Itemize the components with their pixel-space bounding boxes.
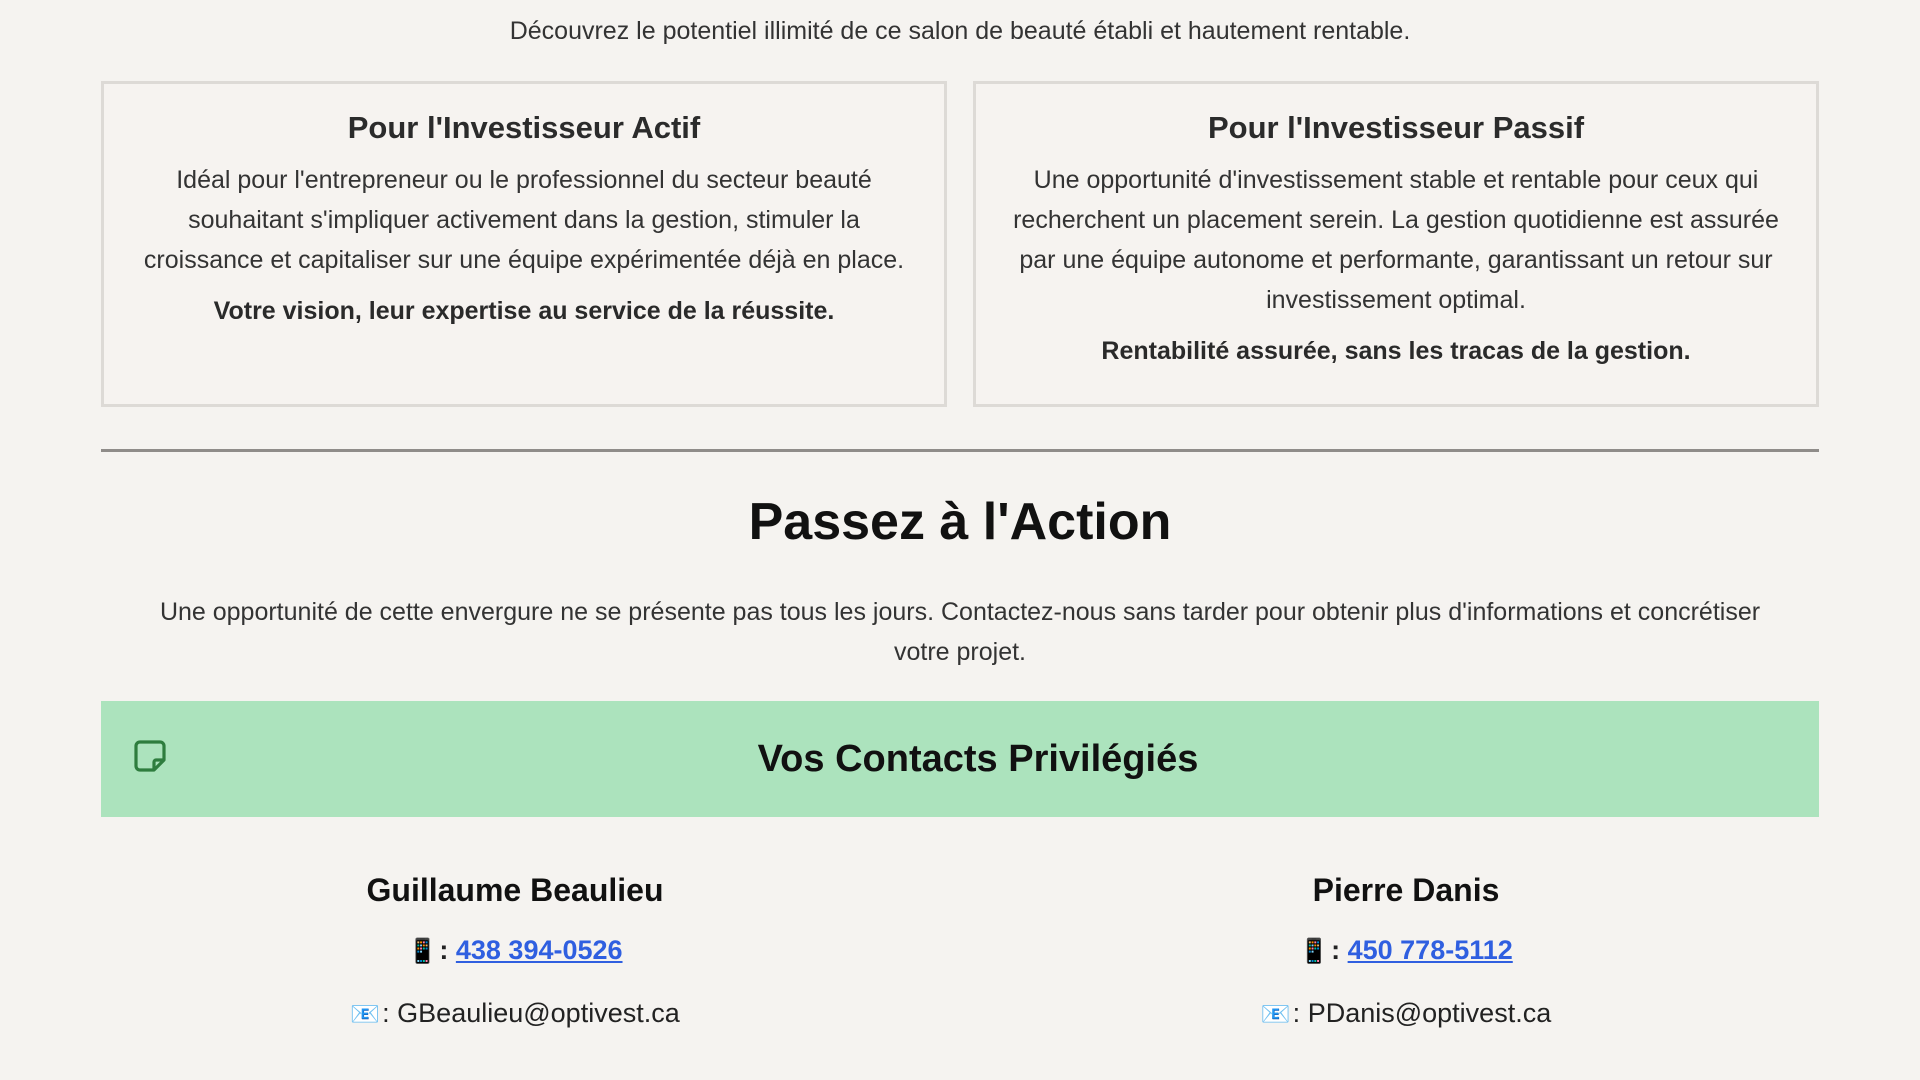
contact-email-line: [165, 995, 865, 1032]
contact-card: [165, 868, 865, 1032]
contact-card: [1056, 868, 1756, 1032]
card-title: Pour l'Investisseur Passif: [1207, 110, 1585, 145]
card-tagline: Rentabilité assurée, sans les tracas de la gestion.: [1101, 337, 1691, 365]
contact-email-line: [1056, 995, 1756, 1032]
mobile-phone-icon: 📱: [1299, 937, 1330, 965]
contacts-section: [0, 868, 1920, 1058]
card-passive-investor: [973, 81, 1819, 407]
phone-link[interactable]: 450 778-5112: [1347, 935, 1513, 965]
card-description: Une opportunité d'investissement stable et rentable pour ceux qui recherchent un placement serein. La gestion quotidienne est assurée par une équipe autonome et performante, garantissant un retour sur investissement optimal.: [1013, 166, 1779, 314]
email-icon: 📧: [350, 1000, 381, 1028]
email-separator: :: [382, 998, 390, 1028]
contact-phone-line: [1056, 932, 1756, 969]
action-text: Une opportunité de cette envergure ne se présente pas tous les jours. Contactez-nous sans tarder pour obtenir plus d'informations et concrétiser votre projet.: [159, 598, 1761, 666]
card-tagline: Votre vision, leur expertise au service de la réussite.: [213, 297, 835, 325]
contact-name: Guillaume Beaulieu: [366, 872, 664, 908]
section-divider: [101, 449, 1819, 452]
intro-text: Découvrez le potentiel illimité de ce salon de beauté établi et hautement rentable.: [509, 17, 1411, 45]
contact-name: Pierre Danis: [1312, 872, 1500, 908]
mobile-phone-icon: 📱: [407, 937, 438, 965]
email-separator: :: [1292, 998, 1301, 1028]
phone-link[interactable]: 438 394-0526: [455, 935, 623, 965]
phone-separator: :: [1331, 935, 1341, 965]
contact-phone-line: [165, 932, 865, 969]
card-active-investor: [101, 81, 947, 407]
email-icon: 📧: [1260, 1000, 1291, 1028]
contacts-banner: [101, 701, 1819, 817]
card-title: Pour l'Investisseur Actif: [347, 110, 701, 145]
email-address: GBeaulieu@optivest.ca: [397, 998, 680, 1028]
email-address: PDanis@optivest.ca: [1307, 998, 1552, 1028]
banner-title: Vos Contacts Privilégiés: [757, 738, 1199, 780]
phone-separator: :: [439, 935, 449, 965]
action-title: Passez à l'Action: [748, 493, 1172, 551]
investor-cards: [101, 81, 1819, 407]
card-description: Idéal pour l'entrepreneur ou le professionnel du secteur beauté souhaitant s'impliquer activement dans la gestion, stimuler la croissance et capitaliser sur une équipe expérimentée déjà en place.: [143, 166, 905, 274]
